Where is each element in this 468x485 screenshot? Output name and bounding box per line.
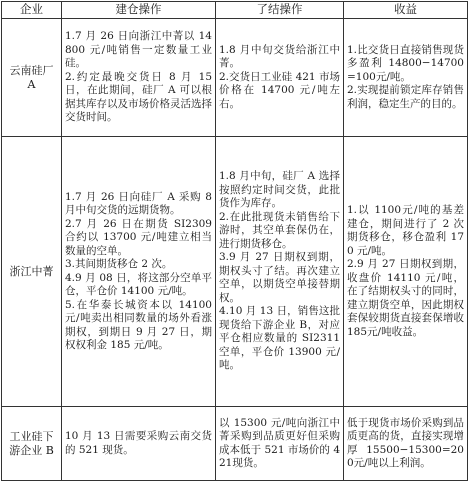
open-operation-cell: [62, 407, 216, 481]
operation-item: 1.7 月 26 日向硅厂 A 采购 8 月中旬交货的远期货物。: [65, 190, 212, 216]
close-operation-cell: [216, 137, 344, 407]
company-name-line: 游企业 B: [9, 443, 54, 457]
operation-item: 2.交货日工业硅 421 市场价格在 14700 元/吨左右。: [219, 70, 340, 110]
operation-item: 3.其间期货移仓 2 次。: [65, 258, 173, 270]
company-name-line: 工业硅下: [9, 430, 54, 443]
profit-item: 2.实现提前锁定库存销售利润，稳定生产的目的。: [347, 84, 464, 110]
table-row-downstream-enterprise-b: [2, 407, 468, 481]
header-close-operation: 了结操作: [216, 2, 344, 19]
header-profit: 收益: [344, 2, 468, 19]
close-operation-cell: [216, 19, 344, 137]
profit-cell: [344, 19, 468, 137]
operation-item: 以 15300 元/吨向浙江中菁采购到品质更好但采购成本低于 521 市场价的 421现货。: [219, 416, 340, 469]
operation-item: 2.7 月 26 日在期货 SI2309 合约以 13700 元/吨建立相当数量的空单。: [65, 217, 212, 257]
operation-item: 2.在此批现货未销售给下游时，其空单套保仍在，进行期货移仓。: [219, 210, 340, 250]
profit-item: 2.9 月 27 日期权到期，收盘价 14110 元/吨，在了结期权头寸的同时，建立期货空单，因此期权套保较期货直接套保增收 185元/吨收益。: [347, 258, 464, 338]
operation-item: 1.7 月 26 日向浙江中菁以 14800 元/吨销售一定数量工业硅。: [65, 30, 212, 70]
close-operation-cell: [216, 407, 344, 481]
profit-item: 1.比交货日直接销售现货多盈利 14800−14700=100元/吨。: [347, 43, 464, 83]
company-name-line: 浙江中菁: [9, 264, 54, 278]
operation-item: 1.8 月中旬，硅厂 A 选择按照约定时间交货，此批货作为库存。: [219, 170, 340, 210]
operation-item: 5.在华泰长城资本以 14100 元/吨卖出相同数量的场外看涨期权，到期日 9 月 27 日，期权权利金 185 元/吨。: [65, 298, 212, 351]
profit-cell: [344, 407, 468, 481]
profit-cell: [344, 137, 468, 407]
operation-item: 4.9 月 08 日，将这部分空单平仓，平仓价 14100 元/吨。: [65, 271, 212, 297]
table-row-zhejiang-zhongjing: [2, 137, 468, 407]
operation-item: 1.8 月中旬交货给浙江中菁。: [219, 43, 340, 70]
company-cell: [2, 19, 62, 137]
open-operation-cell: [62, 137, 216, 407]
open-operation-cell: [62, 19, 216, 137]
company-cell: [2, 407, 62, 481]
company-cell: [2, 137, 62, 407]
table-row-yunnan-silicon-plant-a: [2, 19, 468, 137]
hedging-operations-table: [1, 1, 468, 481]
profit-item: 低于现货市场价采购到品质更高的货，直接实现增厚 15500−15300=200元/吨以上利润。: [347, 416, 464, 469]
company-name-line: A: [27, 77, 36, 91]
profit-item: 1.以 1100元/吨的基差建仓，期间进行了 2 次期货移仓，移仓盈利 170 元/吨。: [347, 204, 464, 257]
operation-item: 3.9 月 27 日期权到期，期权头寸了结。再次建立空单，以期货空单接替期权。: [219, 251, 340, 304]
header-open-operation: 建仓操作: [62, 2, 216, 19]
operation-item: 2.约定最晚交货日 8 月 15 日，在此期间，硅厂 A 可以根据其库存以及市场价格灵活选择交货时间。: [65, 70, 212, 124]
company-name-line: 云南硅厂: [9, 64, 54, 77]
header-row: [2, 2, 468, 19]
operation-item: 4.10 月 13 日，销售这批现货给下游企业 B，对应平仓相应数量的 SI2311 空单，平仓价 13900 元/吨。: [219, 305, 340, 372]
operation-item: 10 月 13 日需要采购云南交货的 521 现货。: [65, 430, 212, 456]
header-company: 企业: [2, 2, 62, 19]
